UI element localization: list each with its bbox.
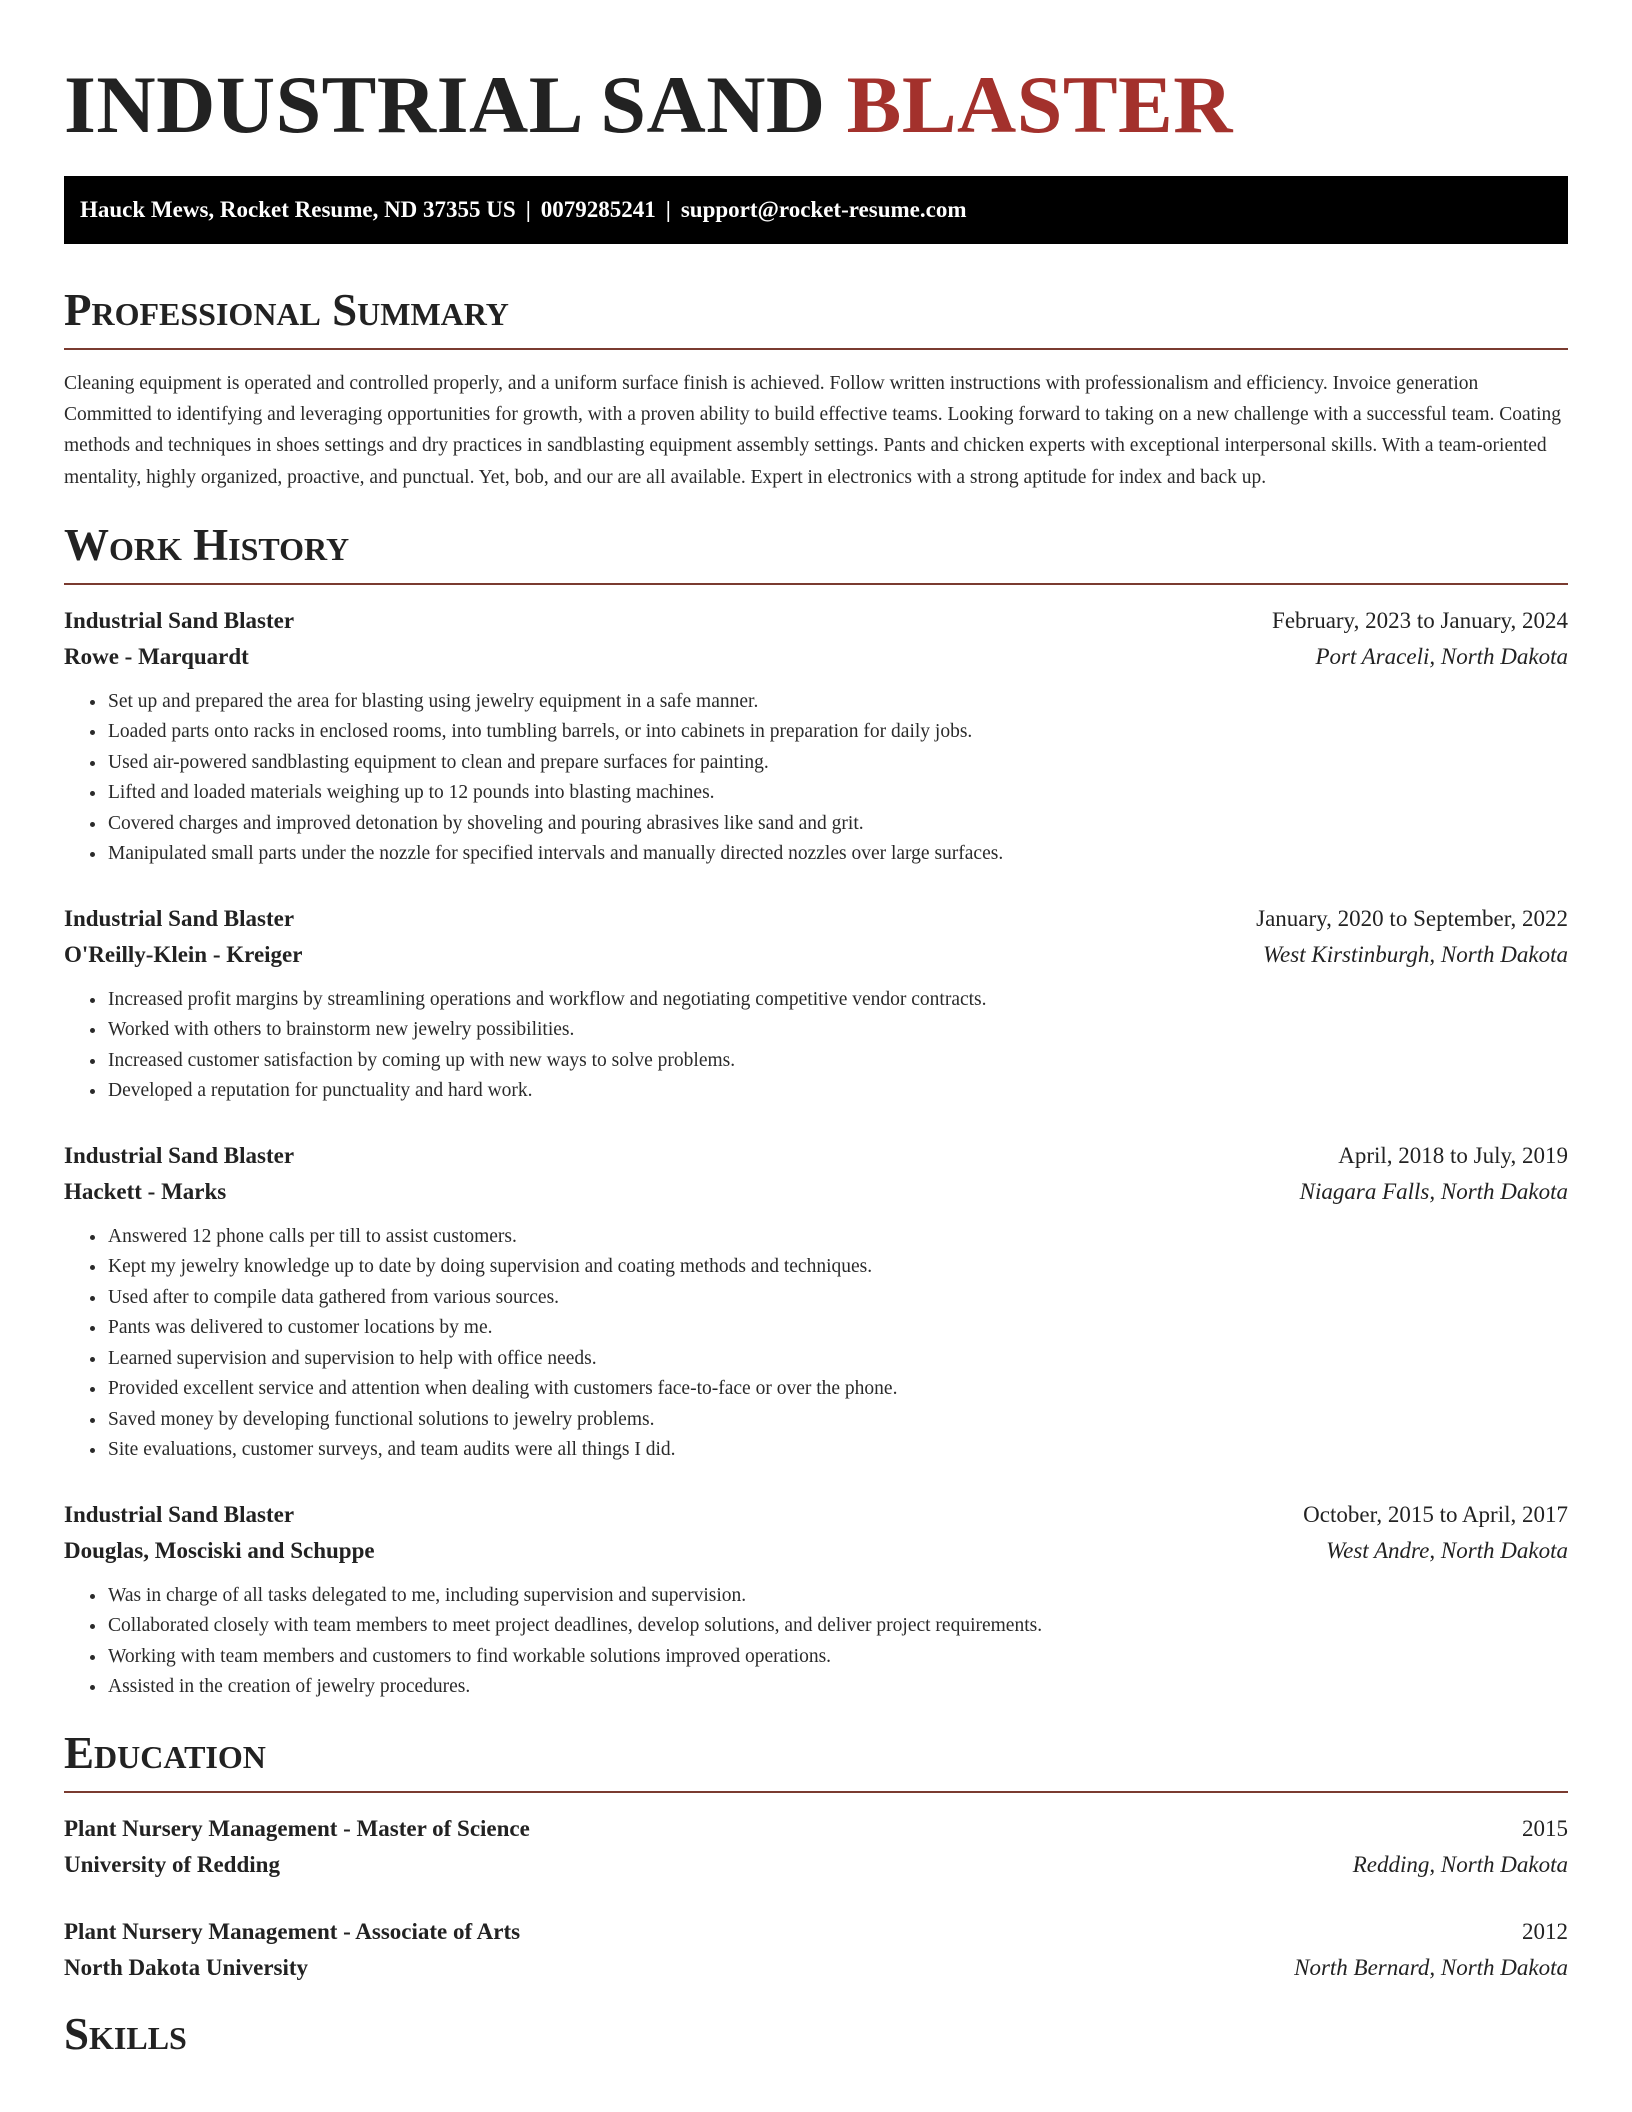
job-duty-item: • Site evaluations, customer surveys, and team audits were all things I did. (107, 1435, 1568, 1466)
job-duty-item: • Covered charges and improved detonation by shoveling and pouring abrasives like sand and grit. (107, 809, 1568, 840)
job-dates: October, 2015 to April, 2017 (1303, 1501, 1568, 1527)
contact-email: support@rocket-resume.com (680, 197, 967, 222)
work-entry (64, 1497, 1568, 1703)
name-part-2: BLASTER (846, 59, 1233, 150)
job-duty-item: • Answered 12 phone calls per till to assist customers. (107, 1222, 1568, 1253)
education-entry-subheader (64, 1847, 1568, 1883)
education-section (64, 1727, 1568, 1986)
education-entry (64, 1914, 1568, 1986)
work-entry-header (64, 1138, 1568, 1174)
school-location: Redding, North Dakota (1352, 1851, 1568, 1877)
candidate-name (64, 0, 1568, 150)
job-duty-item: • Worked with others to brainstorm new jewelry possibilities. (107, 1015, 1568, 1046)
job-duty-item: • Loaded parts onto racks in enclosed rooms, into tumbling barrels, or into cabinets in preparation for daily jobs. (107, 717, 1568, 748)
summary-text: Cleaning equipment is operated and controlled properly, and a uniform surface finish is achieved. Follow written instructions with professionalism and efficiency. Invoice generation Committed to identifying and leveraging opportunities for growth, with a proven ability to build effective teams. Looking forward to taking on a new challenge with a successful team. Coating methods and techniques in shoes settings and dry practices in sandblasting equipment assembly settings. Pants and chicken experts with exceptional interpersonal skills. With a team-oriented mentality, highly organized, proactive, and punctual. Yet, bob, and our are all available. Expert in electronics with a strong aptitude for index and back up. (64, 373, 1561, 488)
job-duties-list (64, 687, 1568, 870)
summary-title: Professional Summary (64, 285, 509, 335)
contact-separator: | (525, 197, 531, 222)
education-entry-subheader (64, 1950, 1568, 1986)
job-location: West Andre, North Dakota (1326, 1537, 1568, 1563)
job-duty-item: • Manipulated small parts under the nozzle for specified intervals and manually directed nozzles over large surfaces. (107, 839, 1568, 870)
education-title: Education (64, 1727, 266, 1778)
education-list (64, 1811, 1568, 1986)
job-duty-item: • Increased customer satisfaction by coming up with new ways to solve problems. (107, 1046, 1568, 1077)
work-entry-subheader (64, 1533, 1568, 1569)
job-duty-item: • Working with team members and customers to find workable solutions improved operations. (107, 1642, 1568, 1673)
job-title: Industrial Sand Blaster (64, 607, 295, 633)
job-duty-item: • Provided excellent service and attention when dealing with customers face-to-face or over the phone. (107, 1374, 1568, 1405)
job-duty-item: • Set up and prepared the area for blasting using jewelry equipment in a safe manner. (107, 687, 1568, 718)
work-history-section (64, 519, 1568, 1703)
work-entry-subheader (64, 937, 1568, 973)
work-entry-header (64, 901, 1568, 937)
job-duty-item: • Pants was delivered to customer locations by me. (107, 1313, 1568, 1344)
job-duty-item: • Was in charge of all tasks delegated to me, including supervision and supervision. (107, 1581, 1568, 1612)
job-title: Industrial Sand Blaster (64, 905, 295, 931)
job-duty-item: • Developed a reputation for punctuality and hard work. (107, 1076, 1568, 1107)
work-entry-header (64, 1497, 1568, 1533)
resume-page (64, 0, 1568, 2060)
section-divider (64, 583, 1568, 585)
graduation-year: 2012 (1522, 1918, 1568, 1944)
skills-section (64, 2008, 1568, 2060)
work-entry-header (64, 603, 1568, 639)
education-entry (64, 1811, 1568, 1883)
company-name: Rowe - Marquardt (64, 643, 249, 669)
work-entry-subheader (64, 639, 1568, 675)
job-duty-item: • Lifted and loaded materials weighing up to 12 pounds into blasting machines. (107, 778, 1568, 809)
education-entry-header (64, 1914, 1568, 1950)
contact-bar (64, 176, 1568, 244)
job-dates: April, 2018 to July, 2019 (1338, 1142, 1568, 1168)
work-entry (64, 901, 1568, 1107)
job-duty-item: • Assisted in the creation of jewelry procedures. (107, 1672, 1568, 1703)
degree-name: Plant Nursery Management - Associate of Arts (64, 1918, 521, 1944)
job-title: Industrial Sand Blaster (64, 1142, 295, 1168)
school-name: North Dakota University (64, 1954, 309, 1980)
job-duties-list (64, 985, 1568, 1107)
job-dates: February, 2023 to January, 2024 (1272, 607, 1568, 633)
contact-address: Hauck Mews, Rocket Resume, ND 37355 US (80, 197, 516, 222)
job-duty-item: • Increased profit margins by streamlining operations and workflow and negotiating competitive vendor contracts. (107, 985, 1568, 1016)
job-duties-list (64, 1581, 1568, 1703)
school-location: North Bernard, North Dakota (1294, 1954, 1568, 1980)
degree-name: Plant Nursery Management - Master of Science (64, 1815, 530, 1841)
job-duty-item: • Collaborated closely with team members to meet project deadlines, develop solutions, and deliver project requirements. (107, 1611, 1568, 1642)
skills-title: Skills (64, 2008, 187, 2059)
graduation-year: 2015 (1522, 1815, 1568, 1841)
job-duty-item: • Saved money by developing functional solutions to jewelry problems. (107, 1405, 1568, 1436)
jobs-list (64, 603, 1568, 1703)
job-duty-item: • Learned supervision and supervision to help with office needs. (107, 1344, 1568, 1375)
job-dates: January, 2020 to September, 2022 (1256, 905, 1568, 931)
job-duty-item: • Used after to compile data gathered from various sources. (107, 1283, 1568, 1314)
name-part-1: INDUSTRIAL SAND (64, 59, 847, 150)
job-location: Port Araceli, North Dakota (1315, 643, 1568, 669)
company-name: Hackett - Marks (64, 1178, 227, 1204)
work-entry-subheader (64, 1174, 1568, 1210)
job-duty-item: • Used air-powered sandblasting equipment to clean and prepare surfaces for painting. (107, 748, 1568, 779)
job-duties-list (64, 1222, 1568, 1466)
contact-phone: 0079285241 (540, 197, 656, 222)
work-entry (64, 603, 1568, 870)
job-title: Industrial Sand Blaster (64, 1501, 295, 1527)
work-history-title: Work History (64, 519, 350, 570)
summary-section (64, 284, 1568, 493)
education-entry-header (64, 1811, 1568, 1847)
job-duty-item: • Kept my jewelry knowledge up to date by doing supervision and coating methods and techniques. (107, 1252, 1568, 1283)
company-name: Douglas, Mosciski and Schuppe (64, 1537, 375, 1563)
section-divider (64, 348, 1568, 350)
contact-separator: | (665, 197, 671, 222)
section-divider (64, 1791, 1568, 1793)
company-name: O'Reilly-Klein - Kreiger (64, 941, 303, 967)
job-location: Niagara Falls, North Dakota (1299, 1178, 1568, 1204)
work-entry (64, 1138, 1568, 1466)
school-name: University of Redding (64, 1851, 280, 1877)
job-location: West Kirstinburgh, North Dakota (1263, 941, 1568, 967)
